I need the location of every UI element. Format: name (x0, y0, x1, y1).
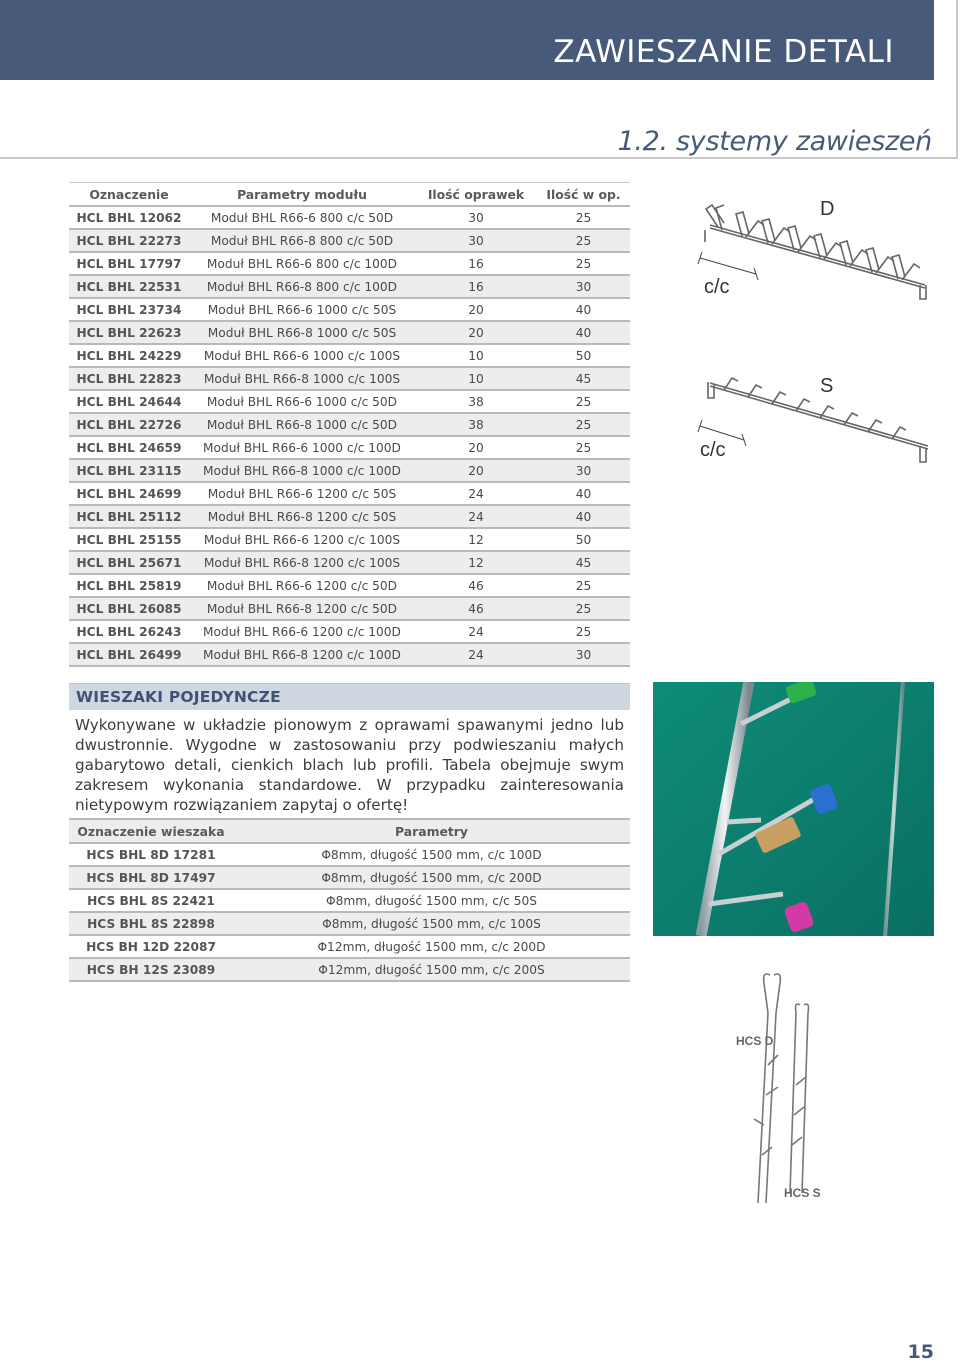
header-parametry: Parametry modułu (189, 183, 415, 207)
cell-oznaczenie: HCL BHL 25112 (69, 505, 189, 528)
cell-parametry: Moduł BHL R66-6 1200 c/c 100S (189, 528, 415, 551)
cell-parametry: Moduł BHL R66-6 1200 c/c 50D (189, 574, 415, 597)
cell-oznaczenie: HCL BHL 22623 (69, 321, 189, 344)
cell-oznaczenie: HCL BHL 26243 (69, 620, 189, 643)
cell-ilosc-oprawek: 12 (415, 528, 537, 551)
table-row (69, 413, 630, 436)
cell-ilosc-oprawek: 24 (415, 482, 537, 505)
header-parametry-wieszaka: Parametry (233, 819, 630, 843)
table-row (69, 620, 630, 643)
cell-ilosc-oprawek: 38 (415, 390, 537, 413)
table-row (69, 935, 630, 958)
table-row (69, 321, 630, 344)
cell-ilosc-oprawek: 10 (415, 344, 537, 367)
hanger-photo (653, 682, 934, 936)
cell-parametry: Moduł BHL R66-6 1000 c/c 100D (189, 436, 415, 459)
cell-parametry-wieszaka: Φ8mm, długość 1500 mm, c/c 100D (233, 843, 630, 866)
cell-ilosc-w-op: 45 (537, 551, 630, 574)
cell-ilosc-w-op: 40 (537, 298, 630, 321)
hook-table (69, 818, 630, 982)
diagram-s-pitch-label: c/c (700, 439, 726, 461)
cell-oznaczenie: HCL BHL 24229 (69, 344, 189, 367)
cell-oznaczenie-wieszaka: HCS BHL 8D 17281 (69, 843, 233, 866)
cell-oznaczenie-wieszaka: HCS BH 12S 23089 (69, 958, 233, 981)
cell-oznaczenie: HCL BHL 23115 (69, 459, 189, 482)
cell-parametry-wieszaka: Φ12mm, długość 1500 mm, c/c 200D (233, 935, 630, 958)
cell-ilosc-w-op: 40 (537, 321, 630, 344)
table-row (69, 436, 630, 459)
cell-ilosc-w-op: 30 (537, 459, 630, 482)
cell-oznaczenie: HCL BHL 17797 (69, 252, 189, 275)
cell-oznaczenie-wieszaka: HCS BHL 8S 22898 (69, 912, 233, 935)
hook-table-header-row (69, 819, 630, 843)
table-header-row (69, 183, 630, 207)
table-row (69, 459, 630, 482)
cell-ilosc-oprawek: 46 (415, 597, 537, 620)
page-number: 15 (907, 1341, 934, 1363)
cell-ilosc-oprawek: 46 (415, 574, 537, 597)
cell-ilosc-oprawek: 20 (415, 436, 537, 459)
cell-parametry: Moduł BHL R66-8 800 c/c 100D (189, 275, 415, 298)
cell-parametry: Moduł BHL R66-6 1200 c/c 100D (189, 620, 415, 643)
table-row (69, 958, 630, 981)
cell-ilosc-oprawek: 16 (415, 275, 537, 298)
cell-ilosc-oprawek: 20 (415, 298, 537, 321)
table-row (69, 482, 630, 505)
cell-ilosc-oprawek: 24 (415, 505, 537, 528)
module-diagram-d (690, 190, 940, 310)
module-table (69, 182, 630, 667)
cell-ilosc-w-op: 40 (537, 482, 630, 505)
section-title: 1.2. systemy zawieszeń (617, 126, 932, 157)
cell-ilosc-w-op: 25 (537, 574, 630, 597)
cell-oznaczenie: HCL BHL 26499 (69, 643, 189, 666)
section-paragraph: Wykonywane w układzie pionowym z oprawami spawanymi jedno lub dwustronnie. Wygodne w zastosowaniu przy podwieszaniu małych gabarytowo detali, cienkich blach lub profili. Tabela obejmuje swym zakresem wykonania standardowe. W przypadku zainteresowania nietypowym rozwiązaniem zapytaj o ofertę! (75, 716, 624, 814)
cell-oznaczenie: HCL BHL 25819 (69, 574, 189, 597)
table-row (69, 390, 630, 413)
header-ilosc-oprawek: Ilość oprawek (415, 183, 537, 207)
module-diagram-s (690, 368, 940, 468)
cell-ilosc-w-op: 25 (537, 252, 630, 275)
cell-oznaczenie: HCL BHL 22726 (69, 413, 189, 436)
header-bar (0, 0, 934, 80)
cell-ilosc-oprawek: 20 (415, 321, 537, 344)
cell-ilosc-w-op: 50 (537, 528, 630, 551)
cell-parametry-wieszaka: Φ8mm, długość 1500 mm, c/c 50S (233, 889, 630, 912)
diagram-d-type-label: D (820, 198, 835, 220)
cell-ilosc-oprawek: 20 (415, 459, 537, 482)
cell-ilosc-oprawek: 24 (415, 620, 537, 643)
cell-ilosc-oprawek: 12 (415, 551, 537, 574)
cell-oznaczenie-wieszaka: HCS BHL 8D 17497 (69, 866, 233, 889)
header-ilosc-w-op: Ilość w op. (537, 183, 630, 207)
drawing-label-hcs-d: HCS D (736, 1034, 774, 1048)
cell-parametry: Moduł BHL R66-8 1200 c/c 50D (189, 597, 415, 620)
table-row (69, 574, 630, 597)
cell-oznaczenie: HCL BHL 24644 (69, 390, 189, 413)
cell-ilosc-w-op: 45 (537, 367, 630, 390)
table-row (69, 275, 630, 298)
cell-parametry: Moduł BHL R66-8 1000 c/c 100D (189, 459, 415, 482)
cell-parametry: Moduł BHL R66-6 800 c/c 50D (189, 206, 415, 229)
table-row (69, 889, 630, 912)
frame-line-vertical (956, 0, 958, 158)
table-row (69, 528, 630, 551)
table-row (69, 912, 630, 935)
section-heading: WIESZAKI POJEDYNCZE (76, 688, 281, 706)
diagram-s-type-label: S (820, 375, 834, 397)
cell-parametry-wieszaka: Φ8mm, długość 1500 mm, c/c 200D (233, 866, 630, 889)
cell-oznaczenie: HCL BHL 12062 (69, 206, 189, 229)
table-row (69, 643, 630, 666)
cell-ilosc-w-op: 25 (537, 597, 630, 620)
cell-oznaczenie: HCL BHL 24699 (69, 482, 189, 505)
table-row (69, 344, 630, 367)
cell-ilosc-oprawek: 10 (415, 367, 537, 390)
table-row (69, 298, 630, 321)
table-row (69, 206, 630, 229)
cell-oznaczenie: HCL BHL 22531 (69, 275, 189, 298)
cell-oznaczenie: HCL BHL 25155 (69, 528, 189, 551)
table-row (69, 866, 630, 889)
cell-parametry: Moduł BHL R66-6 1000 c/c 100S (189, 344, 415, 367)
table-row (69, 843, 630, 866)
cell-oznaczenie: HCL BHL 25671 (69, 551, 189, 574)
table-row (69, 252, 630, 275)
frame-line-horizontal (0, 157, 958, 159)
cell-parametry: Moduł BHL R66-6 1000 c/c 50S (189, 298, 415, 321)
table-row (69, 367, 630, 390)
cell-ilosc-w-op: 30 (537, 275, 630, 298)
cell-ilosc-w-op: 25 (537, 229, 630, 252)
cell-ilosc-w-op: 25 (537, 206, 630, 229)
cell-parametry: Moduł BHL R66-8 1200 c/c 100S (189, 551, 415, 574)
header-oznaczenie: Oznaczenie (69, 183, 189, 207)
cell-parametry: Moduł BHL R66-6 1000 c/c 50D (189, 390, 415, 413)
cell-parametry: Moduł BHL R66-8 1000 c/c 100S (189, 367, 415, 390)
drawing-label-hcs-s: HCS S (784, 1186, 821, 1200)
cell-ilosc-oprawek: 24 (415, 643, 537, 666)
table-row (69, 229, 630, 252)
cell-parametry: Moduł BHL R66-8 1000 c/c 50D (189, 413, 415, 436)
cell-parametry: Moduł BHL R66-8 1200 c/c 50S (189, 505, 415, 528)
cell-oznaczenie: HCL BHL 23734 (69, 298, 189, 321)
cell-ilosc-oprawek: 30 (415, 206, 537, 229)
page-title: ZAWIESZANIE DETALI (553, 34, 894, 70)
cell-parametry-wieszaka: Φ12mm, długość 1500 mm, c/c 200S (233, 958, 630, 981)
table-row (69, 551, 630, 574)
cell-parametry: Moduł BHL R66-8 1200 c/c 100D (189, 643, 415, 666)
cell-parametry-wieszaka: Φ8mm, długość 1500 mm, c/c 100S (233, 912, 630, 935)
cell-oznaczenie-wieszaka: HCS BHL 8S 22421 (69, 889, 233, 912)
table-row (69, 597, 630, 620)
cell-ilosc-w-op: 50 (537, 344, 630, 367)
cell-ilosc-oprawek: 16 (415, 252, 537, 275)
diagram-d-pitch-label: c/c (704, 276, 730, 298)
cell-oznaczenie: HCL BHL 26085 (69, 597, 189, 620)
cell-parametry: Moduł BHL R66-8 1000 c/c 50S (189, 321, 415, 344)
cell-ilosc-w-op: 25 (537, 620, 630, 643)
table-row (69, 505, 630, 528)
cell-ilosc-w-op: 25 (537, 436, 630, 459)
cell-ilosc-oprawek: 30 (415, 229, 537, 252)
cell-oznaczenie: HCL BHL 22823 (69, 367, 189, 390)
cell-oznaczenie-wieszaka: HCS BH 12D 22087 (69, 935, 233, 958)
section-band (69, 683, 630, 710)
cell-parametry: Moduł BHL R66-6 1200 c/c 50S (189, 482, 415, 505)
cell-ilosc-w-op: 25 (537, 413, 630, 436)
hanger-drawing (730, 965, 840, 1215)
cell-ilosc-w-op: 25 (537, 390, 630, 413)
cell-parametry: Moduł BHL R66-8 800 c/c 50D (189, 229, 415, 252)
cell-parametry: Moduł BHL R66-6 800 c/c 100D (189, 252, 415, 275)
header-oznaczenie-wieszaka: Oznaczenie wieszaka (69, 819, 233, 843)
cell-ilosc-oprawek: 38 (415, 413, 537, 436)
cell-ilosc-w-op: 30 (537, 643, 630, 666)
cell-oznaczenie: HCL BHL 24659 (69, 436, 189, 459)
cell-oznaczenie: HCL BHL 22273 (69, 229, 189, 252)
cell-ilosc-w-op: 40 (537, 505, 630, 528)
